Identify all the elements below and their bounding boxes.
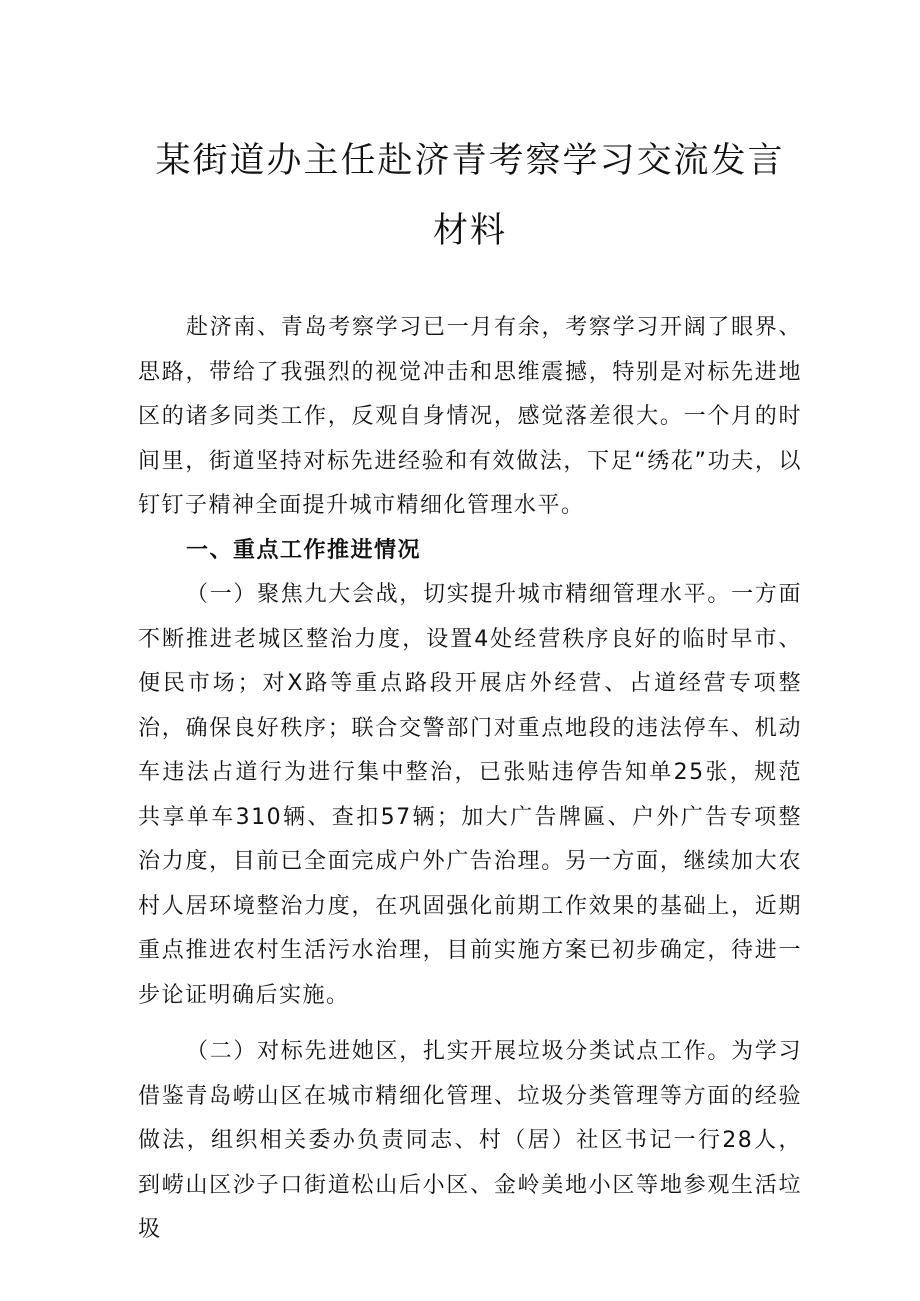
section-heading-1: 一、重点工作推进情况 (186, 537, 422, 563)
document-body (138, 306, 802, 1253)
item-paragraph-2: （二）对标先进她区，扎实开展垃圾分类试点工作。为学习借鉴青岛崂山区在城市精细化管理、垃圾分类管理等方面的经验做法，组织相关委办负责同志、村（居）社区书记一行28人，到崂山区沙子口街道松山后小区、金岭美地小区等地参观生活垃圾 (138, 1039, 802, 1242)
document-title: 某街道办主任赴济青考察学习交流发言材料 (155, 141, 785, 251)
intro-paragraph: 赴济南、青岛考察学习已一月有余，考察学习开阔了眼界、思路，带给了我强烈的视觉冲击和思维震撼，特别是对标先进地区的诸多同类工作，反观自身情况，感觉落差很大。一个月的时间里，街道坚持对标先进经验和有效做法，下足“绣花”功夫，以钉钉子精神全面提升城市精细化管理水平。 (138, 315, 802, 518)
item-paragraph-1: （一）聚焦九大会战，切实提升城市精细管理水平。一方面不断推进老城区整治力度，设置4处经营秩序良好的临时早市、便民市场；对X路等重点路段开展店外经营、占道经营专项整治，确保良好秩序；联合交警部门对重点地段的违法停车、机动车违法占道行为进行集中整治，已张贴违停告知单25张，规范共享单车310辆、查扣57辆；加大广告牌匾、户外广告专项整治力度，目前已全面完成户外广告治理。另一方面，继续加大农村人居环境整治力度，在巩固强化前期工作效果的基础上，近期重点推进农村生活污水治理，目前实施方案已初步确定，待进一步论证明确后实施。 (138, 582, 802, 1008)
